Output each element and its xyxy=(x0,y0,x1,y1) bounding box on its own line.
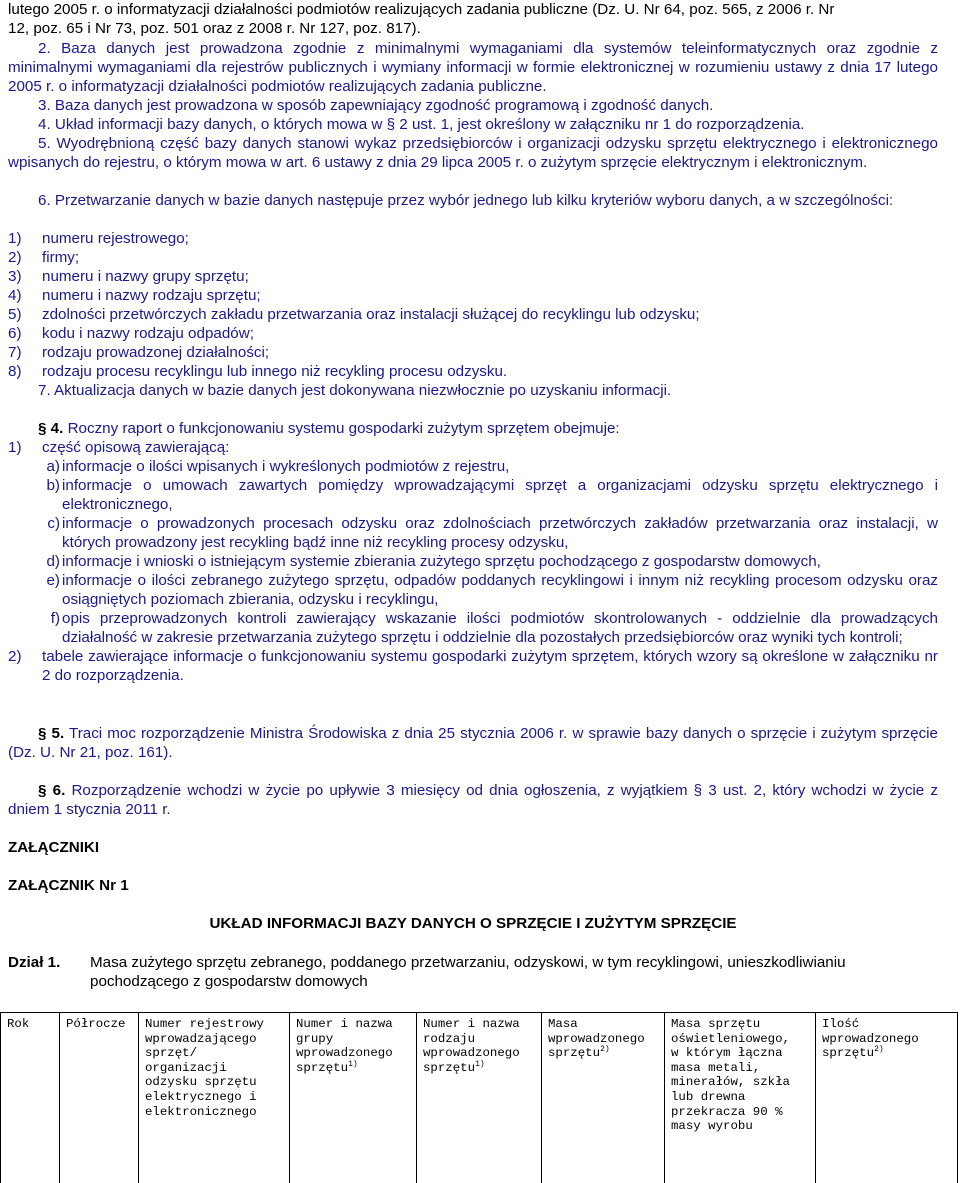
section-6-number: § 6. xyxy=(38,782,66,799)
section-4-number: § 4. xyxy=(38,420,64,437)
list-item: 7) rodzaju prowadzonej działalności; xyxy=(8,344,270,361)
section-6 xyxy=(8,781,938,819)
sublist-item: e) informacje o ilości zebranego zużytego sprzętu, odpadów poddanych recyklingowi i innym niż recykling procesom odzysku oraz osiągniętych poziomach zbierania, odzysku i recyklingu, xyxy=(46,572,938,608)
paragraph-6-text: 6. Przetwarzanie danych w bazie danych następuje przez wybór jednego lub kilku kryteriów wyboru danych, a w szczególności: xyxy=(38,192,894,209)
sublist-item: a) informacje o ilości wpisanych i wykreślonych podmiotów z rejestru, xyxy=(46,458,510,475)
section-ref-link[interactable]: § xyxy=(386,116,396,133)
section-6-text-b: , który wchodzi w życie z dniem 1 stycznia 2011 r. xyxy=(8,782,938,818)
list-item: 2) firmy; xyxy=(8,249,80,266)
list-item: 1) część opisową zawierającą: xyxy=(8,439,230,456)
division-1 xyxy=(8,953,938,991)
section-5-text: Traci moc rozporządzenie Ministra Środowiska z dnia 25 stycznia 2006 r. w sprawie bazy danych o sprzęcie i zużytym sprzęcie (Dz. U. Nr 21, poz. 161). xyxy=(8,725,938,761)
paragraph-4 xyxy=(8,115,938,134)
table-header-cell: Numer rejestrowy wprowadzającego sprzęt/ organizacji odzysku sprzętu elektrycznego i elektronicznego xyxy=(139,1013,290,1183)
paragraph-4-text-b: 2 ust. 1, jest określony w załączniku nr 1 do rozporządzenia. xyxy=(395,116,805,133)
data-table xyxy=(0,1012,958,1183)
section-6-text-a: Rozporządzenie wchodzi w życie po upływie 3 miesięcy od dnia ogłoszenia, z wyjątkiem xyxy=(65,782,694,799)
annex-title: UKŁAD INFORMACJI BAZY DANYCH O SPRZĘCIE I ZUŻYTYM SPRZĘCIE xyxy=(209,915,737,932)
sublist-item: c) informacje o prowadzonych procesach odzysku oraz zdolnościach przetwórczych zakładów przetwarzania oraz instalacji, w których prowadzony jest recykling bądź inne niż recykling procesy odzysku, xyxy=(47,515,938,551)
paragraph-6 xyxy=(8,191,938,210)
division-text: Masa zużytego sprzętu zebranego, poddanego przetwarzaniu, odzyskowi, w tym recyklingowi, unieszkodliwianiu pochodzącego z gospodarstw domowych xyxy=(90,954,846,990)
sublist-item: d) informacje i wnioski o istniejącym systemie zbierania zużytego sprzętu pochodzącego z gospodarstw domowych, xyxy=(46,553,821,570)
section-ref-link[interactable]: § 3 ust. 2 xyxy=(693,782,762,799)
criteria-list xyxy=(8,229,938,381)
list-item: 5) zdolności przetwórczych zakładu przetwarzania oraz instalacji służącej do recyklingu lub odzysku; xyxy=(8,306,700,323)
intro-block xyxy=(8,0,938,38)
sublist-item: f) opis przeprowadzonych kontroli zawierający wskazanie ilości podmiotów skontrolowanych - oddzielnie dla prowadzących działalność w zakresie przetwarzania zużytego sprzętu i oddzielnie dla pozostałych przedsiębiorców oraz wyniki tych kontroli; xyxy=(50,610,938,646)
table-header-row xyxy=(1,1013,958,1183)
table-header-cell: Ilość wprowadzonego sprzętu$^{2)}$ xyxy=(816,1013,958,1183)
section-5-number: § 5. xyxy=(38,725,65,742)
paragraph-3 xyxy=(8,96,938,115)
paragraph-5-text: 5. Wyodrębnioną część bazy danych stanowi wykaz przedsiębiorców i organizacji odzysku sprzętu elektrycznego i elektronicznego wpisanych do rejestru, o którym mowa w art. 6 ustawy z dnia 29 lipca 2005 r. o zużytym sprzęcie elektrycznym i elektronicznym. xyxy=(8,135,938,171)
list-item: 4) numeru i nazwy rodzaju sprzętu; xyxy=(8,287,261,304)
paragraph-2-text: 2. Baza danych jest prowadzona zgodnie z minimalnymi wymaganiami dla systemów teleinformatycznych oraz zgodnie z minimalnymi wymaganiami dla rejestrów publicznych i wymiany informacji w formie elektronicznej w rozumieniu ustawy z dnia 17 lutego 2005 r. o informatyzacji działalności podmiotów realizujących zadania publiczne. xyxy=(8,40,938,95)
paragraph-7 xyxy=(8,381,938,400)
paragraph-5 xyxy=(8,134,938,172)
intro-line-1: lutego 2005 r. o informatyzacji działalności podmiotów realizujących zadania publiczne (Dz. U. Nr 64, poz. 565, z 2006 r. Nr xyxy=(8,1,835,18)
section-4-text: Roczny raport o funkcjonowaniu systemu gospodarki zużytym sprzętem obejmuje: xyxy=(63,420,620,437)
list-item: 2) tabele zawierające informacje o funkcjonowaniu systemu gospodarki zużytym sprzętem, których wzory są określone w załączniku nr 2 do rozporządzenia. xyxy=(8,648,938,684)
table-header-cell: Rok xyxy=(1,1013,60,1183)
section-4 xyxy=(8,419,938,438)
table-header-cell: Masa sprzętu oświetleniowego, w którym łączna masa metali, minerałów, szkła lub drewna przekracza 90 % masy wyrobu xyxy=(665,1013,816,1183)
report-list xyxy=(8,438,938,685)
table-header-cell: Półrocze xyxy=(60,1013,139,1183)
paragraph-4-text-a: 4. Układ informacji bazy danych, o których mowa w xyxy=(38,116,387,133)
table-header-cell: Numer i nazwa rodzaju wprowadzonego sprzętu$^{1)}$ xyxy=(417,1013,542,1183)
paragraph-7-text: 7. Aktualizacja danych w bazie danych jest dokonywana niezwłocznie po uzyskaniu informacji. xyxy=(38,382,672,399)
paragraph-3-text: 3. Baza danych jest prowadzona w sposób zapewniający zgodność programową i zgodność danych. xyxy=(38,97,714,114)
paragraph-2 xyxy=(8,39,938,96)
division-label: Dział 1. xyxy=(8,954,61,971)
list-item: 8) rodzaju procesu recyklingu lub innego niż recykling procesu odzysku. xyxy=(8,363,508,380)
intro-line-2: 12, poz. 65 i Nr 73, poz. 501 oraz z 2008 r. Nr 127, poz. 817). xyxy=(8,20,421,37)
table-header-cell: Masa wprowadzonego sprzętu$^{2)}$ xyxy=(542,1013,665,1183)
sublist-item: b) informacje o umowach zawartych pomiędzy wprowadzającymi sprzęt a organizacjami odzysku sprzętu elektrycznego i elektronicznego, xyxy=(46,477,938,513)
annex-1-heading: ZAŁĄCZNIK Nr 1 xyxy=(8,877,129,894)
list-item: 3) numeru i nazwy grupy sprzętu; xyxy=(8,268,249,285)
annexes-heading: ZAŁĄCZNIKI xyxy=(8,839,100,856)
table-header-cell: Numer i nazwa grupy wprowadzonego sprzętu$^{1)}$ xyxy=(290,1013,417,1183)
section-5 xyxy=(8,724,938,762)
list-item: 1) numeru rejestrowego; xyxy=(8,230,189,247)
list-item: 6) kodu i nazwy rodzaju odpadów; xyxy=(8,325,254,342)
